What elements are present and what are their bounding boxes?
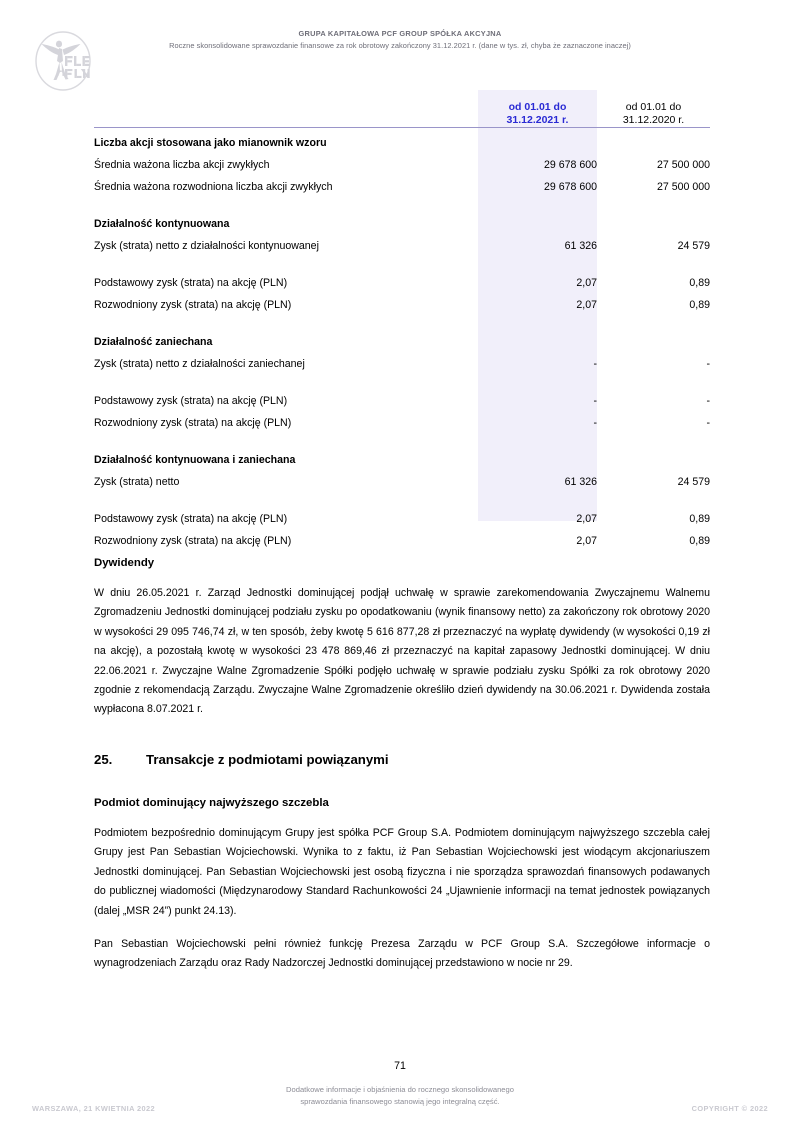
footer-note-line2: sprawozdania finansowego stanowią jego integralną część. <box>300 1096 500 1106</box>
row-value-current: 2,07 <box>576 512 597 525</box>
row-label: Liczba akcji stosowana jako mianownik wzoru <box>94 136 327 149</box>
section-number: 25. <box>94 752 113 767</box>
table-row <box>94 526 710 548</box>
eps-table <box>94 90 710 548</box>
row-value-current: 29 678 600 <box>543 158 597 171</box>
spacer-cell <box>597 253 710 268</box>
row-label: Średnia ważona rozwodniona liczba akcji zwykłych <box>94 180 333 193</box>
row-spacer <box>94 312 710 327</box>
table-row <box>94 408 710 430</box>
row-label: Rozwodniony zysk (strata) na akcję (PLN) <box>94 416 292 429</box>
spacer-cell <box>94 312 478 327</box>
row-label: Podstawowy zysk (strata) na akcję (PLN) <box>94 512 288 525</box>
row-value-previous: 0,89 <box>689 534 710 547</box>
parent-entity-section <box>94 796 710 974</box>
dividends-paragraph: W dniu 26.05.2021 r. Zarząd Jednostki dominującej podjął uchwałę w sprawie zarekomendowania Zwyczajnemu Walnemu Zgromadzeniu Jednostki dominującej podziału zysku po opodatkowaniu (wynik finansowy netto) za zakończony rok obrotowy 2020 w wysokości 29 095 746,74 zł, w ten sposób, żeby kwotę 5 616 877,28 zł przeznaczyć na wypłatę dywidendy (w wysokości 0,19 zł na akcję), a pozostałą kwotę w wysokości 23 478 869,46 zł przeznaczyć na kapitał zapasowy Jednostki dominującej. W dniu 22.06.2021 r. Zwyczajne Walne Zgromadzenie Spółki podjęło uchwałę w sprawie podziału zysku Spółki za rok obrotowy 2020 zgodnie z rekomendacją Zarządu. Zwyczajne Walne Zgromadzenie określiło dzień dywidendy na 30.06.2021 r. Dywidenda została wypłacona 8.07.2021 r. <box>94 587 710 716</box>
report-subtitle: Roczne skonsolidowane sprawozdanie finansowe za rok obrotowy zakończony 31.12.2021 r. (dane w tys. zł, chyba że zaznaczone inaczej) <box>169 41 631 50</box>
table-row <box>94 386 710 408</box>
row-value-previous: 27 500 000 <box>656 158 710 171</box>
header-current-line1: od 01.01 do <box>508 101 567 113</box>
parent-entity-paragraph-1: Podmiotem bezpośrednio dominującym Grupy jest spółka PCF Group S.A. Podmiotem dominującym najwyższego szczebla całej Grupy jest Pan Sebastian Wojciechowski. Wynika to z faktu, iż Pan Sebastian Wojciechowski jest wiodącym akcjonariuszem Jednostki dominującej. Pan Sebastian Wojciechowski jest osobą fizyczna i nie sporządza sprawozdań finansowych podawanych do publicznej wiadomości (Międzynarodowy Standard Rachunkowości 24 „Ujawnienie informacji na temat jednostek powiązanych (dalej „MSR 24”) punkt 24.13). <box>94 827 710 917</box>
row-value-previous <box>597 327 710 349</box>
eps-table-container <box>94 90 710 548</box>
table-row <box>94 467 710 489</box>
row-spacer <box>94 253 710 268</box>
spacer-cell <box>94 194 478 209</box>
row-label: Średnia ważona liczba akcji zwykłych <box>94 158 270 171</box>
spacer-cell <box>597 194 710 209</box>
row-value-current: - <box>593 357 597 370</box>
spacer-cell <box>478 253 597 268</box>
row-value-current: 2,07 <box>576 298 597 311</box>
dividends-heading: Dywidendy <box>94 557 155 569</box>
table-row <box>94 209 710 231</box>
row-label: Działalność kontynuowana i zaniechana <box>94 453 296 466</box>
row-value-previous <box>597 128 710 150</box>
table-header-row <box>94 90 710 126</box>
table-row <box>94 268 710 290</box>
row-value-current: 29 678 600 <box>543 180 597 193</box>
section-25-heading <box>94 752 710 767</box>
spacer-cell <box>597 430 710 445</box>
spacer-cell <box>597 489 710 504</box>
parent-entity-heading: Podmiot dominujący najwyższego szczebla <box>94 797 329 809</box>
row-value-current: - <box>593 416 597 429</box>
row-label: Podstawowy zysk (strata) na akcję (PLN) <box>94 394 288 407</box>
row-value-current <box>478 445 597 467</box>
row-value-current: - <box>593 394 597 407</box>
header-previous-line1: od 01.01 do <box>625 101 682 113</box>
row-value-previous <box>597 209 710 231</box>
footer-note <box>200 1084 600 1107</box>
row-value-current: 61 326 <box>564 239 597 252</box>
row-value-current <box>478 327 597 349</box>
footer-place-date: WARSZAWA, 21 KWIETNIA 2022 <box>32 1104 156 1113</box>
row-value-previous: 0,89 <box>689 276 710 289</box>
header-previous-period <box>597 90 710 126</box>
row-value-current: 2,07 <box>576 534 597 547</box>
row-label: Podstawowy zysk (strata) na akcję (PLN) <box>94 276 288 289</box>
table-row <box>94 327 710 349</box>
table-row <box>94 349 710 371</box>
row-label: Rozwodniony zysk (strata) na akcję (PLN) <box>94 298 292 311</box>
row-value-previous: 24 579 <box>677 239 710 252</box>
table-row <box>94 504 710 526</box>
spacer-cell <box>478 312 597 327</box>
section-title: Transakcje z podmiotami powiązanymi <box>146 752 389 767</box>
row-label: Zysk (strata) netto z działalności zaniechanej <box>94 357 305 370</box>
row-value-previous: - <box>706 357 710 370</box>
company-name: GRUPA KAPITAŁOWA PCF GROUP SPÓŁKA AKCYJNA <box>298 29 502 38</box>
footer-copyright: COPYRIGHT © 2022 <box>691 1104 768 1113</box>
row-value-current: 2,07 <box>576 276 597 289</box>
row-value-previous: 27 500 000 <box>656 180 710 193</box>
spacer-cell <box>478 194 597 209</box>
spacer-cell <box>597 371 710 386</box>
table-row <box>94 231 710 253</box>
row-label: Działalność zaniechana <box>94 335 213 348</box>
table-row <box>94 172 710 194</box>
spacer-cell <box>94 489 478 504</box>
row-value-current <box>478 209 597 231</box>
row-spacer <box>94 489 710 504</box>
page-number: 71 <box>394 1060 406 1072</box>
spacer-cell <box>478 489 597 504</box>
row-value-previous: 24 579 <box>677 475 710 488</box>
document-header <box>0 24 800 88</box>
row-value-previous: 0,89 <box>689 512 710 525</box>
row-label: Zysk (strata) netto z działalności kontynuowanej <box>94 239 319 252</box>
header-empty-cell <box>94 90 478 126</box>
dividends-section <box>94 556 710 720</box>
spacer-cell <box>94 430 478 445</box>
row-spacer <box>94 371 710 386</box>
header-previous-line2: 31.12.2020 r. <box>622 113 685 126</box>
parent-entity-paragraph-2: Pan Sebastian Wojciechowski pełni również funkcję Prezesa Zarządu w PCF Group S.A. Szczegółowe informacje o wynagrodzeniach Zarządu oraz Rady Nadzorczej Jednostki dominującej przedstawiono w nocie nr 29. <box>94 938 710 970</box>
row-value-previous: - <box>706 394 710 407</box>
spacer-cell <box>478 430 597 445</box>
row-value-previous: 0,89 <box>689 298 710 311</box>
spacer-cell <box>94 371 478 386</box>
table-row <box>94 150 710 172</box>
row-value-current <box>478 128 597 150</box>
row-label: Zysk (strata) netto <box>94 475 180 488</box>
row-spacer <box>94 194 710 209</box>
spacer-cell <box>478 371 597 386</box>
row-spacer <box>94 430 710 445</box>
row-value-current: 61 326 <box>564 475 597 488</box>
spacer-cell <box>597 312 710 327</box>
header-text-block <box>120 28 680 52</box>
table-row <box>94 290 710 312</box>
row-label: Działalność kontynuowana <box>94 217 230 230</box>
spacer-cell <box>94 253 478 268</box>
row-value-previous <box>597 445 710 467</box>
header-current-line2: 31.12.2021 r. <box>506 113 569 126</box>
people-can-fly-logo <box>32 30 94 92</box>
header-current-period <box>478 90 597 126</box>
table-row <box>94 445 710 467</box>
table-row <box>94 128 710 150</box>
footer-note-line1: Dodatkowe informacje i objaśnienia do rocznego skonsolidowanego <box>286 1085 514 1094</box>
row-value-previous: - <box>706 416 710 429</box>
row-label: Rozwodniony zysk (strata) na akcję (PLN) <box>94 534 292 547</box>
